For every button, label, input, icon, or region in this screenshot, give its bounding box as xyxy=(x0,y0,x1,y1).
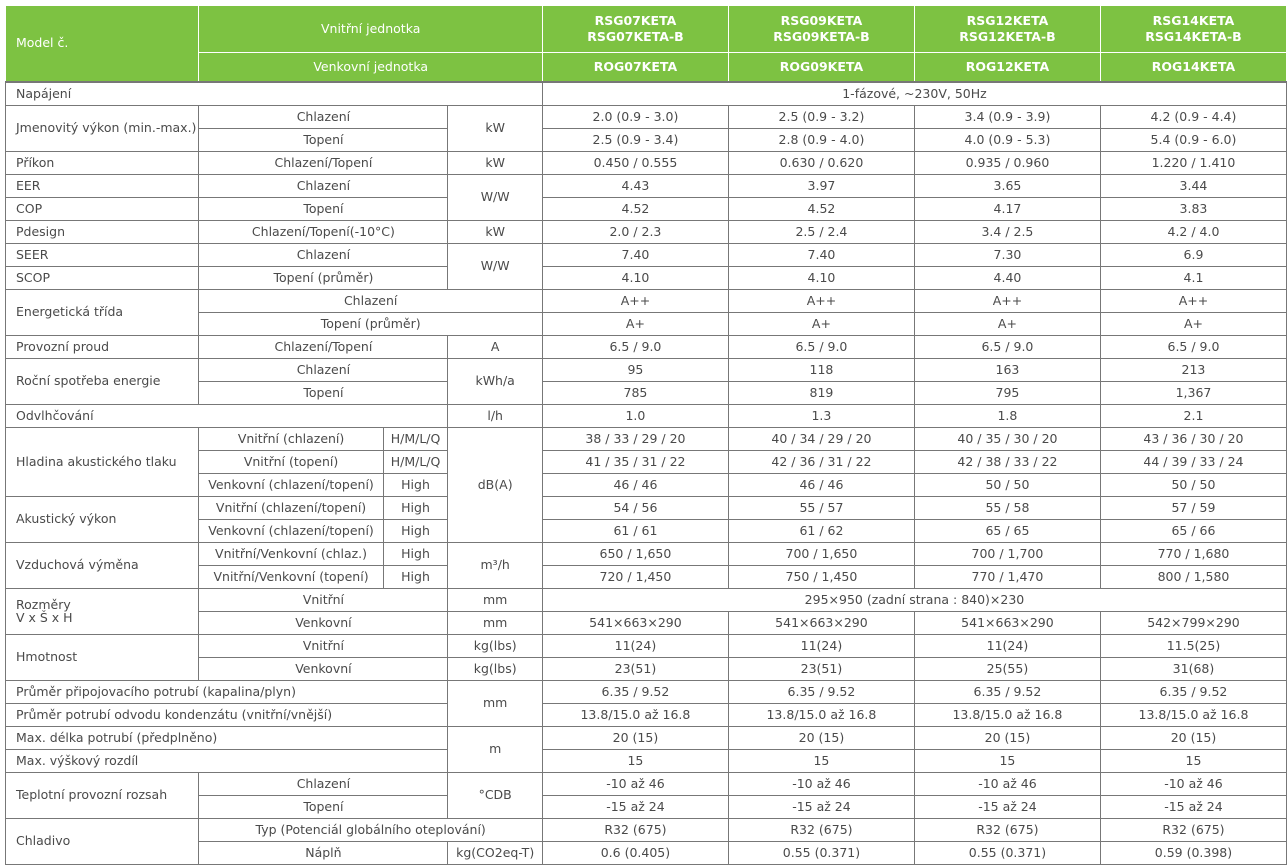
value-cell: 795 xyxy=(914,382,1100,405)
table-row xyxy=(6,750,1287,773)
value-cell: 0.450 / 0.555 xyxy=(542,152,728,175)
sub-label: Topení xyxy=(199,129,448,152)
value-cell: 3.4 / 2.5 xyxy=(914,221,1100,244)
table-row xyxy=(6,704,1287,727)
value-cell: 7.40 xyxy=(728,244,914,267)
value-cell: 4.43 xyxy=(542,175,728,198)
value-cell: 800 / 1,580 xyxy=(1100,566,1286,589)
value-cell: 65 / 65 xyxy=(914,520,1100,543)
value-cell: 4.1 xyxy=(1100,267,1286,290)
value-cell: 3.97 xyxy=(728,175,914,198)
table-row xyxy=(6,359,1287,382)
value-cell: A+ xyxy=(914,313,1100,336)
value-cell: 6.35 / 9.52 xyxy=(542,681,728,704)
value-cell: -15 až 24 xyxy=(914,796,1100,819)
value-cell: A++ xyxy=(542,290,728,313)
value-cell: 6.5 / 9.0 xyxy=(914,336,1100,359)
value-cell: 13.8/15.0 až 16.8 xyxy=(542,704,728,727)
value-cell: R32 (675) xyxy=(914,819,1100,842)
unit-cell: mm xyxy=(448,612,543,635)
value-cell: 4.52 xyxy=(728,198,914,221)
value-cell: 6.9 xyxy=(1100,244,1286,267)
sub-label: Chlazení xyxy=(199,244,448,267)
mode-cell: High xyxy=(383,520,448,543)
model-indoor-name: RSG12KETA xyxy=(966,13,1049,28)
value-cell: 7.30 xyxy=(914,244,1100,267)
unit-cell: W/W xyxy=(448,244,543,290)
value-cell: A++ xyxy=(914,290,1100,313)
value-cell: 61 / 61 xyxy=(542,520,728,543)
sub-label: Vnitřní xyxy=(199,635,448,658)
value-cell: 0.630 / 0.620 xyxy=(728,152,914,175)
value-cell: 700 / 1,650 xyxy=(728,543,914,566)
value-cell: 770 / 1,470 xyxy=(914,566,1100,589)
unit-cell: mm xyxy=(448,681,543,727)
value-cell: -15 až 24 xyxy=(1100,796,1286,819)
row-label: Provozní proud xyxy=(6,336,199,359)
value-cell: -10 až 46 xyxy=(1100,773,1286,796)
value-cell: 785 xyxy=(542,382,728,405)
table-row xyxy=(6,336,1287,359)
value-cell: 1.8 xyxy=(914,405,1100,428)
indoor-unit-label: Vnitřní jednotka xyxy=(199,6,543,53)
model-indoor-header xyxy=(728,6,914,53)
sub-label: Vnitřní/Venkovní (chlaz.) xyxy=(199,543,383,566)
value-cell: -10 až 46 xyxy=(542,773,728,796)
value-cell: 4.0 (0.9 - 5.3) xyxy=(914,129,1100,152)
row-label: Pdesign xyxy=(6,221,199,244)
value-cell: 41 / 35 / 31 / 22 xyxy=(542,451,728,474)
sub-label: Chlazení xyxy=(199,290,543,313)
table-row xyxy=(6,267,1287,290)
value-cell: 7.40 xyxy=(542,244,728,267)
model-outdoor-name: ROG12KETA xyxy=(914,53,1100,83)
row-label: Chladivo xyxy=(6,819,199,865)
table-row xyxy=(6,543,1287,566)
value-cell: 700 / 1,700 xyxy=(914,543,1100,566)
sub-label: Vnitřní (chlazení/topení) xyxy=(199,497,383,520)
mode-cell: High xyxy=(383,497,448,520)
unit-cell: W/W xyxy=(448,175,543,221)
value-cell: 6.35 / 9.52 xyxy=(914,681,1100,704)
value-cell: 23(51) xyxy=(728,658,914,681)
model-indoor-name-b: RSG12KETA-B xyxy=(959,29,1056,44)
value-cell: 15 xyxy=(914,750,1100,773)
value-cell: 1,367 xyxy=(1100,382,1286,405)
model-indoor-header xyxy=(914,6,1100,53)
unit-cell: kWh/a xyxy=(448,359,543,405)
value-cell: 50 / 50 xyxy=(914,474,1100,497)
value-cell: 750 / 1,450 xyxy=(728,566,914,589)
value-cell: 3.4 (0.9 - 3.9) xyxy=(914,106,1100,129)
value-cell: 6.5 / 9.0 xyxy=(542,336,728,359)
row-label: Vzduchová výměna xyxy=(6,543,199,589)
value-cell: 3.44 xyxy=(1100,175,1286,198)
value-cell: 6.35 / 9.52 xyxy=(1100,681,1286,704)
sub-label: Vnitřní xyxy=(199,589,448,612)
model-indoor-name: RSG14KETA xyxy=(1152,13,1235,28)
value-cell: 55 / 57 xyxy=(728,497,914,520)
value-cell: A++ xyxy=(728,290,914,313)
value-cell: 25(55) xyxy=(914,658,1100,681)
value-cell: 54 / 56 xyxy=(542,497,728,520)
table-row xyxy=(6,405,1287,428)
value-cell: 2.1 xyxy=(1100,405,1286,428)
row-label: Max. výškový rozdíl xyxy=(6,750,448,773)
row-label: Teplotní provozní rozsah xyxy=(6,773,199,819)
value-cell: 1.220 / 1.410 xyxy=(1100,152,1286,175)
value-cell: 23(51) xyxy=(542,658,728,681)
sub-label: Vnitřní (chlazení) xyxy=(199,428,383,451)
mode-cell: High xyxy=(383,543,448,566)
model-outdoor-name: ROG14KETA xyxy=(1100,53,1286,83)
row-label: SCOP xyxy=(6,267,199,290)
value-cell: 720 / 1,450 xyxy=(542,566,728,589)
sub-label: Vnitřní (topení) xyxy=(199,451,383,474)
value-cell: 44 / 39 / 33 / 24 xyxy=(1100,451,1286,474)
value-cell: 3.83 xyxy=(1100,198,1286,221)
value-cell: -15 až 24 xyxy=(542,796,728,819)
value-cell: 31(68) xyxy=(1100,658,1286,681)
value-cell: 541×663×290 xyxy=(728,612,914,635)
value-cell: 2.0 (0.9 - 3.0) xyxy=(542,106,728,129)
value-cell: 4.52 xyxy=(542,198,728,221)
sub-label: Topení (průměr) xyxy=(199,313,543,336)
model-outdoor-name: ROG09KETA xyxy=(728,53,914,83)
table-row xyxy=(6,106,1287,129)
model-label: Model č. xyxy=(6,6,199,83)
value-cell: 40 / 35 / 30 / 20 xyxy=(914,428,1100,451)
spec-table xyxy=(5,5,1287,865)
value-cell: 770 / 1,680 xyxy=(1100,543,1286,566)
value-cell: 541×663×290 xyxy=(914,612,1100,635)
value-cell: 213 xyxy=(1100,359,1286,382)
value-cell: 163 xyxy=(914,359,1100,382)
value-cell: 5.4 (0.9 - 6.0) xyxy=(1100,129,1286,152)
value-cell: 20 (15) xyxy=(914,727,1100,750)
unit-cell: l/h xyxy=(448,405,543,428)
value-cell: 0.55 (0.371) xyxy=(914,842,1100,865)
value-cell: 13.8/15.0 až 16.8 xyxy=(1100,704,1286,727)
value-cell: 65 / 66 xyxy=(1100,520,1286,543)
unit-cell: kg(lbs) xyxy=(448,635,543,658)
unit-cell: m xyxy=(448,727,543,773)
value-cell: 50 / 50 xyxy=(1100,474,1286,497)
table-row xyxy=(6,152,1287,175)
unit-cell: dB(A) xyxy=(448,428,543,543)
row-label xyxy=(6,589,199,635)
sub-label: Vnitřní/Venkovní (topení) xyxy=(199,566,383,589)
value-cell: 15 xyxy=(728,750,914,773)
value-cell: A+ xyxy=(728,313,914,336)
row-label-line: V x Š x H xyxy=(16,609,73,625)
sub-label: Venkovní (chlazení/topení) xyxy=(199,474,383,497)
table-row xyxy=(6,497,1287,520)
model-outdoor-name: ROG07KETA xyxy=(542,53,728,83)
value-cell: 13.8/15.0 až 16.8 xyxy=(728,704,914,727)
row-label: COP xyxy=(6,198,199,221)
table-row xyxy=(6,635,1287,658)
unit-cell: m³/h xyxy=(448,543,543,589)
mode-cell: H/M/L/Q xyxy=(383,428,448,451)
value-cell: 20 (15) xyxy=(542,727,728,750)
value-cell: 42 / 36 / 31 / 22 xyxy=(728,451,914,474)
unit-cell: kg(CO2eq-T) xyxy=(448,842,543,865)
value-cell: 38 / 33 / 29 / 20 xyxy=(542,428,728,451)
value-cell: 46 / 46 xyxy=(728,474,914,497)
model-indoor-name-b: RSG14KETA-B xyxy=(1145,29,1242,44)
value-cell: 11(24) xyxy=(728,635,914,658)
table-row xyxy=(6,198,1287,221)
unit-cell: A xyxy=(448,336,543,359)
value-cell: 4.17 xyxy=(914,198,1100,221)
unit-cell: kg(lbs) xyxy=(448,658,543,681)
table-row xyxy=(6,681,1287,704)
row-label: SEER xyxy=(6,244,199,267)
table-row xyxy=(6,175,1287,198)
row-label: Hladina akustického tlaku xyxy=(6,428,199,497)
row-label: Max. délka potrubí (předplněno) xyxy=(6,727,448,750)
value-cell: 20 (15) xyxy=(728,727,914,750)
value-cell: 0.6 (0.405) xyxy=(542,842,728,865)
value-cell: 1.3 xyxy=(728,405,914,428)
sub-label: Typ (Potenciál globálního oteplování) xyxy=(199,819,543,842)
table-row xyxy=(6,589,1287,612)
row-label: Průměr připojovacího potrubí (kapalina/plyn) xyxy=(6,681,448,704)
unit-cell: mm xyxy=(448,589,543,612)
value-cell: -15 až 24 xyxy=(728,796,914,819)
unit-cell: kW xyxy=(448,106,543,152)
value-cell: 11(24) xyxy=(914,635,1100,658)
value-cell: 0.59 (0.398) xyxy=(1100,842,1286,865)
sub-label: Venkovní xyxy=(199,612,448,635)
mode-cell: High xyxy=(383,566,448,589)
table-row xyxy=(6,290,1287,313)
unit-cell: °CDB xyxy=(448,773,543,819)
value-cell: 55 / 58 xyxy=(914,497,1100,520)
value-cell: 295×950 (zadní strana : 840)×230 xyxy=(542,589,1286,612)
value-cell: 1.0 xyxy=(542,405,728,428)
row-label: Odvlhčování xyxy=(6,405,448,428)
value-cell: 57 / 59 xyxy=(1100,497,1286,520)
sub-label: Chlazení xyxy=(199,359,448,382)
value-cell: 11(24) xyxy=(542,635,728,658)
table-row xyxy=(6,773,1287,796)
value-cell: 2.5 / 2.4 xyxy=(728,221,914,244)
sub-label: Topení xyxy=(199,198,448,221)
value-cell: 20 (15) xyxy=(1100,727,1286,750)
table-row xyxy=(6,819,1287,842)
value-cell: 2.0 / 2.3 xyxy=(542,221,728,244)
model-indoor-name: RSG09KETA xyxy=(780,13,863,28)
unit-cell: kW xyxy=(448,221,543,244)
sub-label: Topení xyxy=(199,796,448,819)
value-cell: 4.10 xyxy=(728,267,914,290)
row-label: Napájení xyxy=(6,82,543,106)
value-cell: R32 (675) xyxy=(1100,819,1286,842)
table-row xyxy=(6,244,1287,267)
value-cell: 43 / 36 / 30 / 20 xyxy=(1100,428,1286,451)
sub-label: Náplň xyxy=(199,842,448,865)
value-cell: 4.10 xyxy=(542,267,728,290)
unit-cell: kW xyxy=(448,152,543,175)
value-cell: 0.55 (0.371) xyxy=(728,842,914,865)
value-cell: -10 až 46 xyxy=(914,773,1100,796)
sub-label: Venkovní (chlazení/topení) xyxy=(199,520,383,543)
value-cell: 6.5 / 9.0 xyxy=(1100,336,1286,359)
value-cell: 95 xyxy=(542,359,728,382)
value-cell: 819 xyxy=(728,382,914,405)
sub-label: Chlazení xyxy=(199,773,448,796)
row-label: Energetická třída xyxy=(6,290,199,336)
value-cell: 118 xyxy=(728,359,914,382)
sub-label: Chlazení xyxy=(199,175,448,198)
model-indoor-name-b: RSG09KETA-B xyxy=(773,29,870,44)
model-indoor-header xyxy=(542,6,728,53)
model-indoor-name: RSG07KETA xyxy=(594,13,677,28)
value-cell: 4.2 (0.9 - 4.4) xyxy=(1100,106,1286,129)
sub-label: Venkovní xyxy=(199,658,448,681)
value-cell: 15 xyxy=(1100,750,1286,773)
table-row xyxy=(6,221,1287,244)
value-cell: 4.2 / 4.0 xyxy=(1100,221,1286,244)
sub-label: Chlazení/Topení(-10°C) xyxy=(199,221,448,244)
value-cell: 46 / 46 xyxy=(542,474,728,497)
value-cell: 6.5 / 9.0 xyxy=(728,336,914,359)
value-cell: 650 / 1,650 xyxy=(542,543,728,566)
value-cell: 3.65 xyxy=(914,175,1100,198)
table-row xyxy=(6,6,1287,53)
row-label: Průměr potrubí odvodu kondenzátu (vnitřní/vnější) xyxy=(6,704,448,727)
table-row xyxy=(6,82,1287,106)
row-label: Akustický výkon xyxy=(6,497,199,543)
value-cell: 541×663×290 xyxy=(542,612,728,635)
mode-cell: High xyxy=(383,474,448,497)
table-row xyxy=(6,727,1287,750)
sub-label: Chlazení/Topení xyxy=(199,152,448,175)
model-indoor-name-b: RSG07KETA-B xyxy=(587,29,684,44)
sub-label: Chlazení/Topení xyxy=(199,336,448,359)
value-cell: 2.5 (0.9 - 3.4) xyxy=(542,129,728,152)
value-cell: A+ xyxy=(1100,313,1286,336)
value-cell: -10 až 46 xyxy=(728,773,914,796)
mode-cell: H/M/L/Q xyxy=(383,451,448,474)
sub-label: Topení xyxy=(199,382,448,405)
value-cell: 6.35 / 9.52 xyxy=(728,681,914,704)
value-cell: 61 / 62 xyxy=(728,520,914,543)
value-cell: R32 (675) xyxy=(728,819,914,842)
row-label: Hmotnost xyxy=(6,635,199,681)
value-cell: A+ xyxy=(542,313,728,336)
value-cell: A++ xyxy=(1100,290,1286,313)
value-cell: 11.5(25) xyxy=(1100,635,1286,658)
value-cell: 42 / 38 / 33 / 22 xyxy=(914,451,1100,474)
outdoor-unit-label: Venkovní jednotka xyxy=(199,53,543,83)
model-indoor-header xyxy=(1100,6,1286,53)
value-cell: 4.40 xyxy=(914,267,1100,290)
row-label: Roční spotřeba energie xyxy=(6,359,199,405)
value-cell: 542×799×290 xyxy=(1100,612,1286,635)
row-label: Jmenovitý výkon (min.-max.) xyxy=(6,106,199,152)
sub-label: Chlazení xyxy=(199,106,448,129)
table-row xyxy=(6,428,1287,451)
value-cell: 1-fázové, ~230V, 50Hz xyxy=(542,82,1286,106)
value-cell: 15 xyxy=(542,750,728,773)
row-label: EER xyxy=(6,175,199,198)
sub-label: Topení (průměr) xyxy=(199,267,448,290)
value-cell: 2.5 (0.9 - 3.2) xyxy=(728,106,914,129)
row-label-line: Rozměry xyxy=(16,597,71,612)
value-cell: R32 (675) xyxy=(542,819,728,842)
row-label: Příkon xyxy=(6,152,199,175)
value-cell: 40 / 34 / 29 / 20 xyxy=(728,428,914,451)
value-cell: 2.8 (0.9 - 4.0) xyxy=(728,129,914,152)
value-cell: 13.8/15.0 až 16.8 xyxy=(914,704,1100,727)
value-cell: 0.935 / 0.960 xyxy=(914,152,1100,175)
